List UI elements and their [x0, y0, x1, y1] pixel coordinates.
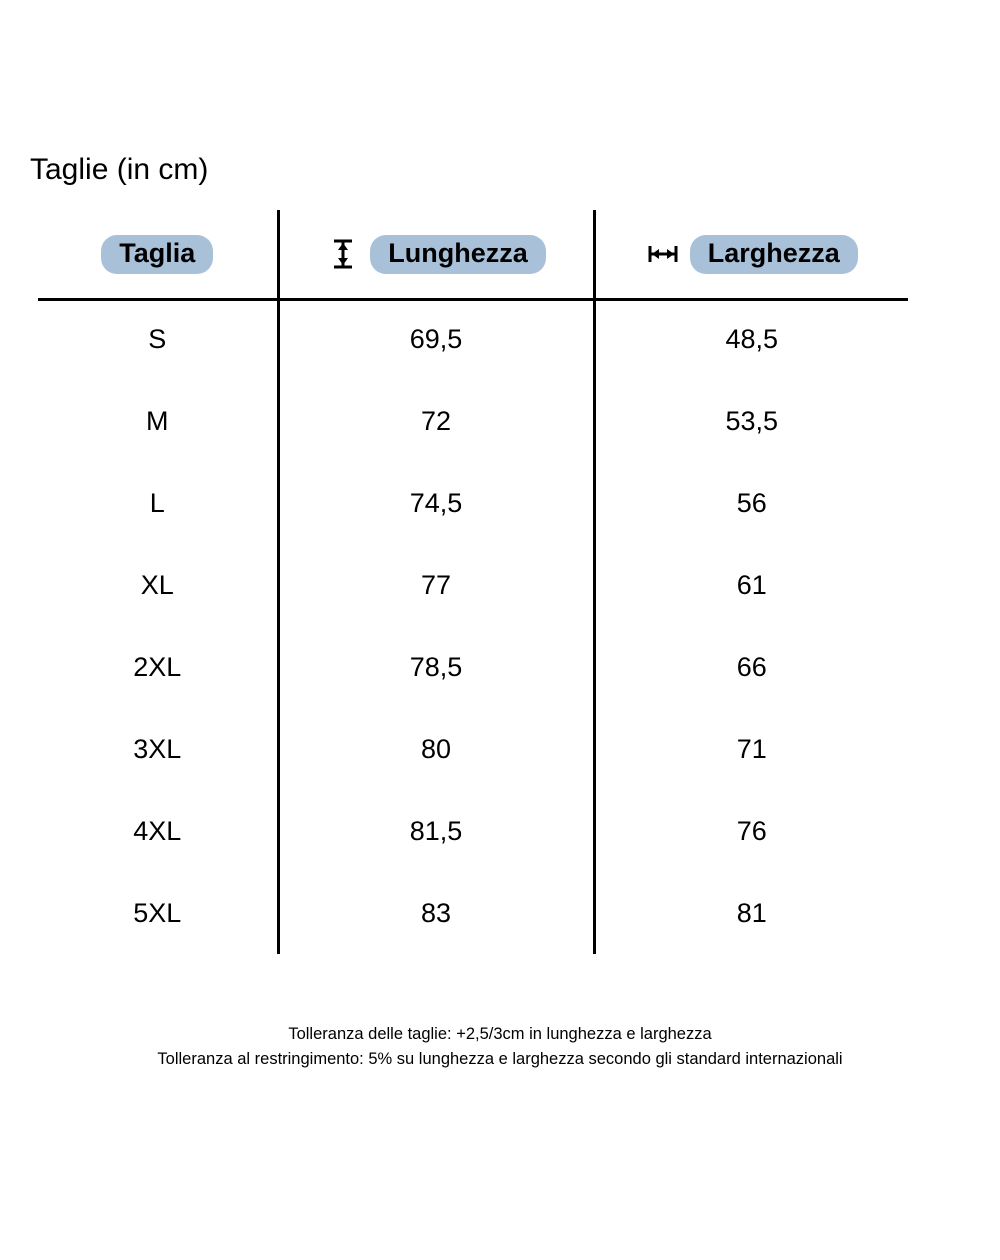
cell-size: L	[149, 487, 165, 518]
horizontal-measure-icon	[646, 237, 680, 271]
cell-length: 72	[278, 380, 594, 462]
cell-width: 56	[594, 462, 908, 544]
cell-width: 71	[594, 708, 908, 790]
cell-width: 66	[594, 626, 908, 708]
cell-width: 76	[594, 790, 908, 872]
cell-width: 61	[594, 544, 908, 626]
table-row	[38, 462, 908, 544]
note-shrinkage: Tolleranza al restringimento: 5% su lunghezza e larghezza secondo gli standard internazionali	[157, 1050, 843, 1068]
header-label-length: Lunghezza	[370, 235, 546, 274]
header-label-size: Taglia	[101, 235, 213, 274]
header-divider	[38, 298, 908, 301]
size-table-container	[38, 210, 908, 954]
cell-size: 3XL	[133, 733, 182, 764]
cell-length: 74,5	[278, 462, 594, 544]
cell-length: 77	[278, 544, 594, 626]
table-row	[38, 380, 908, 462]
table-row	[38, 872, 908, 954]
vertical-measure-icon	[326, 237, 360, 271]
table-row	[38, 626, 908, 708]
header-row	[38, 210, 908, 298]
notes-block	[0, 1022, 1000, 1072]
cell-size: S	[148, 323, 167, 354]
cell-size: 2XL	[133, 651, 182, 682]
table-row	[38, 708, 908, 790]
cell-length: 81,5	[278, 790, 594, 872]
cell-size: M	[146, 405, 169, 436]
table-body	[38, 298, 908, 954]
cell-width: 81	[594, 872, 908, 954]
header-cell-width	[594, 210, 908, 298]
cell-length: 78,5	[278, 626, 594, 708]
table-row	[38, 544, 908, 626]
table-row	[38, 790, 908, 872]
cell-width: 53,5	[594, 380, 908, 462]
cell-length: 80	[278, 708, 594, 790]
note-tolerance: Tolleranza delle taglie: +2,5/3cm in lunghezza e larghezza	[288, 1025, 712, 1043]
cell-width: 48,5	[594, 298, 908, 380]
size-table	[38, 210, 908, 954]
cell-length: 83	[278, 872, 594, 954]
cell-length: 69,5	[278, 298, 594, 380]
table-row	[38, 298, 908, 380]
header-cell-size	[38, 210, 278, 298]
header-label-width: Larghezza	[690, 235, 858, 274]
cell-size: 4XL	[133, 815, 182, 846]
table-header	[38, 210, 908, 298]
header-cell-length	[278, 210, 594, 298]
cell-size: 5XL	[133, 897, 182, 928]
page-title: Taglie (in cm)	[30, 153, 209, 186]
cell-size: XL	[140, 569, 174, 600]
